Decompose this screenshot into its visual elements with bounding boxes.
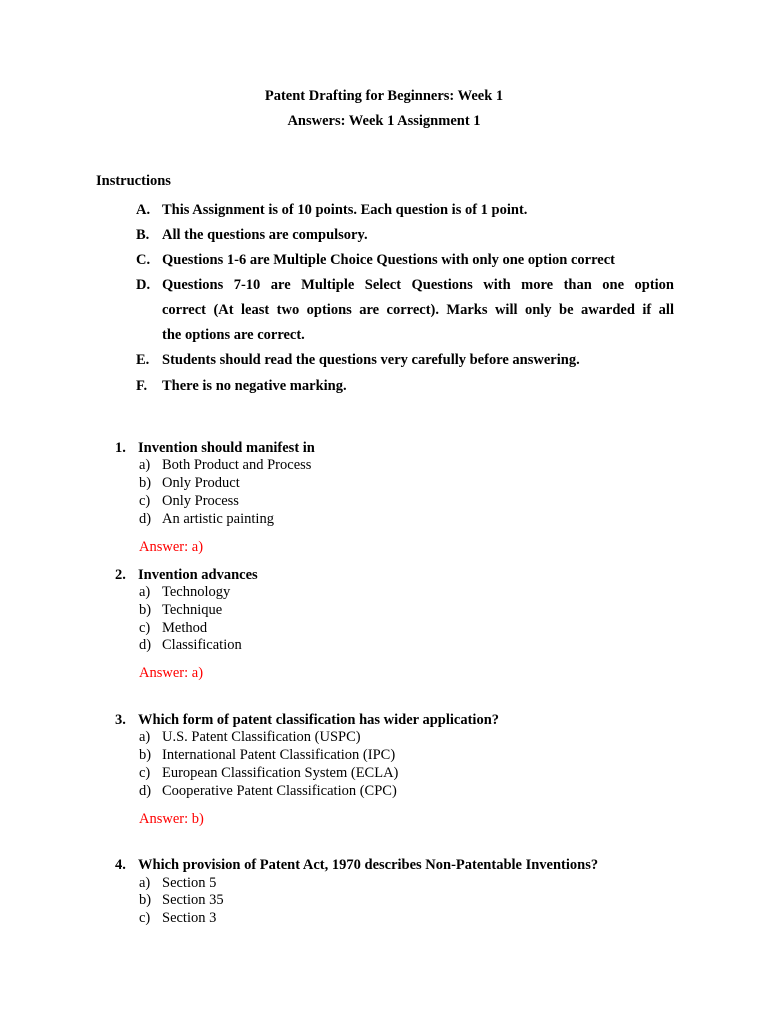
instruction-text: This Assignment is of 10 points. Each question is of 1 point. [162,202,528,218]
option-text: An artistic painting [162,511,274,527]
option-letter: d) [139,511,152,527]
option-letter: a) [139,875,151,891]
question-number: 2. [115,567,126,583]
option-text: Both Product and Process [162,457,312,473]
question-text: Invention should manifest in [138,440,315,456]
option-text: Section 5 [162,875,217,891]
instruction-letter: D. [136,277,151,293]
instruction-text-line: Questions 7-10 are Multiple Select Questions with more than one option [162,277,674,293]
document-title: Patent Drafting for Beginners: Week 1 [264,88,504,104]
option-letter: c) [139,493,151,509]
question-text: Invention advances [138,567,258,583]
answer-text: Answer: a) [139,539,204,555]
option-text: Technique [162,602,223,618]
instruction-text: Questions 1-6 are Multiple Choice Questions with only one option correct [162,252,615,268]
option-letter: a) [139,729,151,745]
option-text: Cooperative Patent Classification (CPC) [162,783,397,799]
question-number: 4. [115,857,126,873]
option-letter: b) [139,892,152,908]
option-letter: c) [139,620,151,636]
instruction-letter: A. [136,202,151,218]
option-text: European Classification System (ECLA) [162,765,399,781]
answer-text: Answer: b) [139,811,204,827]
option-text: Only Product [162,475,240,491]
option-letter: b) [139,747,152,763]
option-text: Section 3 [162,910,217,926]
option-text: Method [162,620,208,636]
instruction-text-line: the options are correct. [162,327,305,343]
instruction-letter: B. [136,227,150,243]
option-letter: d) [139,783,152,799]
instruction-letter: F. [136,378,148,394]
instruction-letter: C. [136,252,151,268]
option-letter: c) [139,910,151,926]
option-letter: b) [139,602,152,618]
option-text: Only Process [162,493,239,509]
question-number: 1. [115,440,126,456]
option-letter: c) [139,765,151,781]
question-text: Which form of patent classification has wider application? [138,712,500,728]
option-letter: d) [139,637,152,653]
option-letter: a) [139,457,151,473]
option-letter: b) [139,475,152,491]
instruction-text: Students should read the questions very carefully before answering. [162,352,580,368]
option-text: International Patent Classification (IPC) [162,747,396,763]
option-text: U.S. Patent Classification (USPC) [162,729,361,745]
question-number: 3. [115,712,126,728]
instruction-letter: E. [136,352,150,368]
instruction-text-line: correct (At least two options are correct). Marks will only be awarded if all [162,302,674,318]
question-text: Which provision of Patent Act, 1970 describes Non-Patentable Inventions? [138,857,599,873]
answer-text: Answer: a) [139,665,204,681]
option-letter: a) [139,584,151,600]
instructions-heading: Instructions [96,173,171,189]
option-text: Technology [162,584,231,600]
option-text: Classification [162,637,242,653]
option-text: Section 35 [162,892,224,908]
document-subtitle: Answers: Week 1 Assignment 1 [287,113,481,129]
instruction-text: All the questions are compulsory. [162,227,368,243]
instruction-text: There is no negative marking. [162,378,347,394]
